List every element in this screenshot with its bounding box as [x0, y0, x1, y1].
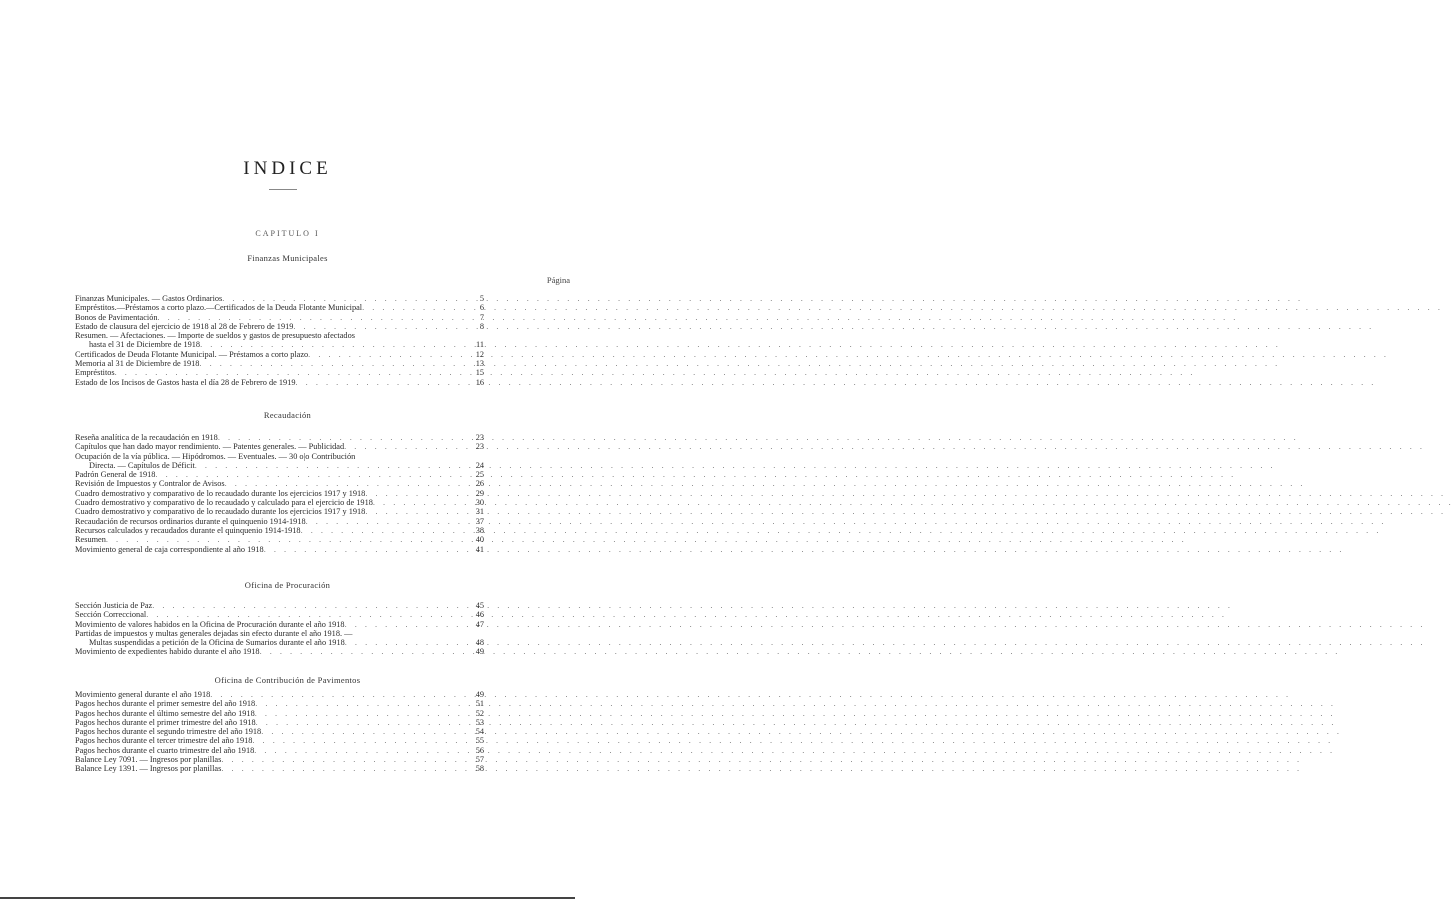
dot-leader	[344, 442, 466, 451]
dot-leader	[264, 545, 466, 554]
toc-entry	[75, 690, 484, 699]
toc-entry-text: Revisión de Impuestos y Contralor de Avisos	[75, 479, 225, 489]
toc-entry-page: 46	[475, 610, 484, 620]
toc-entry	[75, 736, 484, 745]
toc-entry-text: Resumen	[75, 535, 106, 545]
toc-entry-page: 58	[475, 764, 484, 774]
dot-leader	[252, 736, 466, 745]
toc-entry	[75, 535, 484, 544]
toc-entry-page: 5	[479, 294, 484, 303]
section-entries	[0, 690, 575, 774]
toc-entry-page: 11	[476, 340, 484, 350]
toc-entry-text: Movimiento de valores habidos en la Oficina de Procuración durante el año 1918	[75, 619, 345, 629]
dot-leader	[199, 359, 466, 368]
toc-entry	[75, 294, 484, 303]
toc-entry-page: 26	[475, 479, 484, 489]
toc-entry	[75, 479, 484, 488]
dot-leader	[200, 340, 466, 349]
toc-entry-page: 52	[475, 708, 484, 718]
section-heading: Recaudación	[263, 410, 312, 420]
toc-entry-page: 15	[475, 368, 484, 378]
dot-leader	[260, 647, 466, 656]
toc-entry-text: Cuadro demostrativo y comparativo de lo recaudado durante los ejercicios 1917 y 1918	[75, 507, 366, 517]
toc-entry-page: 7	[479, 312, 484, 322]
toc-entry	[75, 755, 484, 764]
toc-entry-text: Directa. — Capítulos de Déficit	[89, 460, 195, 470]
toc-entry-page: 40	[475, 535, 484, 545]
dot-leader	[218, 433, 466, 442]
dot-leader	[373, 498, 466, 507]
toc-entry-text: Movimiento de expedientes habido durante el año 1918	[75, 647, 260, 657]
toc-entry-text: Capítulos que han dado mayor rendimiento. — Patentes generales. — Publicidad	[75, 442, 345, 452]
toc-entry-page: 13	[475, 359, 484, 369]
toc-entry	[75, 461, 484, 470]
toc-entry-text: Pagos hechos durante el cuarto trimestre del año 1918	[75, 745, 255, 755]
toc-entry-page: 55	[475, 736, 484, 746]
toc-entry	[75, 350, 484, 359]
toc-entry-text: Pagos hechos durante el último semestre del año 1918	[75, 708, 255, 718]
toc-entry	[75, 764, 484, 773]
toc-entry-text: Sección Correccional	[75, 610, 147, 620]
toc-entry-text: Estado de los Incisos de Gastos hasta el día 28 de Febrero de 1919	[75, 377, 296, 387]
toc-entry	[75, 442, 484, 451]
section-heading: Oficina de Procuración	[244, 580, 331, 590]
toc-entry-page: 23	[475, 442, 484, 452]
toc-entry	[75, 610, 484, 619]
toc-entry-text: Empréstitos	[75, 368, 115, 378]
dot-leader	[255, 699, 466, 708]
dot-leader	[261, 727, 466, 736]
toc-entry-text: hasta el 31 de Diciembre de 1918	[89, 340, 201, 350]
dot-leader	[255, 709, 466, 718]
bottom-rule	[0, 897, 575, 899]
toc-entry	[75, 647, 484, 656]
toc-entry-text: Pagos hechos durante el primer trimestre del año 1918	[75, 717, 256, 727]
dot-leader	[152, 601, 466, 610]
toc-entry-page: 54	[475, 727, 484, 737]
dot-leader	[306, 517, 466, 526]
toc-entry-page: 57	[475, 755, 484, 765]
dot-leader	[158, 313, 467, 322]
toc-entry	[75, 746, 484, 755]
toc-entry-page: 24	[475, 460, 484, 470]
toc-entry	[75, 601, 484, 610]
toc-entry-page: 25	[475, 470, 484, 480]
toc-entry	[75, 620, 484, 629]
chapter-label: CAPITULO I	[255, 229, 320, 238]
toc-entry-page: 8	[479, 321, 484, 331]
toc-entry	[75, 638, 484, 647]
toc-entry-text: Recursos calculados y recaudados durante el quinquenio 1914-1918	[75, 525, 301, 535]
toc-entry	[75, 322, 484, 331]
toc-entry	[75, 452, 484, 461]
toc-entry	[75, 313, 484, 322]
toc-entry-text: Recaudación de recursos ordinarios durante el quinquenio 1914-1918	[75, 516, 306, 526]
toc-entry	[75, 433, 484, 442]
dot-leader	[301, 526, 466, 535]
toc-entry-page: 16	[475, 377, 484, 387]
toc-entry-text: Movimiento general durante el año 1918	[75, 690, 211, 699]
toc-entry-page: 12	[475, 349, 484, 359]
section-heading: Finanzas Municipales	[247, 253, 328, 263]
dot-leader	[365, 507, 466, 516]
toc-entry-text: Resumen. — Afectaciones. — Importe de sueldos y gastos de presupuesto afectados	[75, 331, 355, 341]
toc-entry-text: Pagos hechos durante el tercer trimestre del año 1918	[75, 736, 253, 746]
dot-leader	[155, 470, 466, 479]
toc-entry-page: 37	[475, 516, 484, 526]
toc-entry	[75, 303, 484, 312]
page-title: INDICE	[243, 158, 332, 179]
dot-leader	[345, 638, 466, 647]
toc-entry-text: Partidas de impuestos y multas generales dejadas sin efecto durante el año 1918. —	[75, 628, 353, 638]
dot-leader	[254, 746, 466, 755]
section-entries	[0, 601, 575, 657]
toc-entry	[75, 517, 484, 526]
toc-entry	[75, 507, 484, 516]
toc-entry	[75, 727, 484, 736]
dot-leader	[296, 378, 466, 387]
toc-entry-page: 31	[475, 507, 484, 517]
dot-leader	[106, 535, 466, 544]
dot-leader	[195, 461, 466, 470]
dot-leader	[362, 303, 466, 312]
page-column-label: Página	[546, 275, 570, 285]
toc-entry-page: 23	[475, 433, 484, 442]
toc-entry-page: 38	[475, 525, 484, 535]
toc-entry	[75, 526, 484, 535]
toc-entry-page: 56	[475, 745, 484, 755]
toc-entry	[75, 489, 484, 498]
dot-leader	[221, 755, 466, 764]
dot-leader	[222, 294, 466, 303]
toc-entry	[75, 368, 484, 377]
dot-leader	[225, 479, 466, 488]
toc-entry-page: 30	[475, 498, 484, 508]
toc-entry-text: Pagos hechos durante el segundo trimestre del año 1918	[75, 727, 262, 737]
toc-entry	[75, 378, 484, 387]
dot-leader	[221, 764, 466, 773]
section-heading: Oficina de Contribución de Pavimentos	[214, 675, 361, 685]
dot-leader	[115, 368, 466, 377]
toc-entry	[75, 340, 484, 349]
dot-leader	[365, 489, 466, 498]
toc-entry-page: 29	[475, 488, 484, 498]
toc-entry-text: Memoria al 31 de Diciembre de 1918	[75, 359, 200, 369]
toc-entry-text: Cuadro demostrativo y comparativo de lo recaudado durante los ejercicios 1917 y 1918	[75, 488, 366, 498]
toc-entry-text: Bonos de Pavimentación	[75, 312, 158, 322]
dot-leader	[146, 610, 466, 619]
toc-entry-text: Padrón General de 1918	[75, 470, 156, 480]
toc-entry-text: Empréstitos.—Préstamos a corto plazo.—Certificados de la Deuda Flotante Municipal	[75, 303, 363, 313]
toc-entry	[75, 498, 484, 507]
section-entries	[0, 294, 575, 387]
dot-leader	[308, 350, 466, 359]
toc-entry-page: 48	[475, 638, 484, 648]
toc-entry	[75, 331, 484, 340]
dot-leader	[293, 322, 466, 331]
toc-entry	[75, 718, 484, 727]
toc-entry-text: Balance Ley 1391. — Ingresos por planillas	[75, 764, 222, 774]
toc-entry-page: 51	[475, 699, 484, 709]
toc-entry-text: Reseña analítica de la recaudación en 1918	[75, 433, 218, 442]
toc-entry-page: 41	[475, 544, 484, 554]
toc-entry-page: 6	[479, 303, 484, 313]
toc-entry	[75, 629, 484, 638]
toc-entry-page: 49	[475, 647, 484, 657]
toc-entry-text: Certificados de Deuda Flotante Municipal. — Préstamos a corto plazo	[75, 349, 309, 359]
toc-entry-page: 45	[475, 601, 484, 610]
toc-entry	[75, 545, 484, 554]
dot-leader	[210, 690, 466, 699]
toc-entry-text: Multas suspendidas a petición de la Oficina de Sumarios durante el año 1918	[89, 638, 345, 648]
dot-leader	[256, 718, 466, 727]
toc-entry-text: Pagos hechos durante el primer semestre del año 1918	[75, 699, 256, 709]
toc-entry	[75, 699, 484, 708]
toc-entry-text: Movimiento general de caja correspondiente al año 1918	[75, 544, 264, 554]
toc-entry-page: 47	[475, 619, 484, 629]
section-entries	[0, 433, 575, 554]
title-rule	[269, 189, 297, 190]
toc-entry-text: Estado de clausura del ejercicio de 1918 al 28 de Febrero de 1919	[75, 321, 294, 331]
toc-entry	[75, 709, 484, 718]
toc-entry-text: Ocupación de la vía pública. — Hipódromos. — Eventuales. — 30 o|o Contribución	[75, 451, 356, 461]
toc-entry-text: Cuadro demostrativo y comparativo de lo recaudado y calculado para el ejercicio de 1918	[75, 498, 373, 508]
toc-entry-text: Finanzas Municipales. — Gastos Ordinarios	[75, 294, 223, 303]
toc-entry-page: 53	[475, 717, 484, 727]
toc-entry-text: Sección Justicia de Paz	[75, 601, 153, 610]
toc-entry	[75, 470, 484, 479]
toc-entry-text: Balance Ley 7091. — Ingresos por planillas	[75, 755, 222, 765]
dot-leader	[345, 620, 466, 629]
toc-entry	[75, 359, 484, 368]
toc-entry-page: 49	[475, 690, 484, 699]
